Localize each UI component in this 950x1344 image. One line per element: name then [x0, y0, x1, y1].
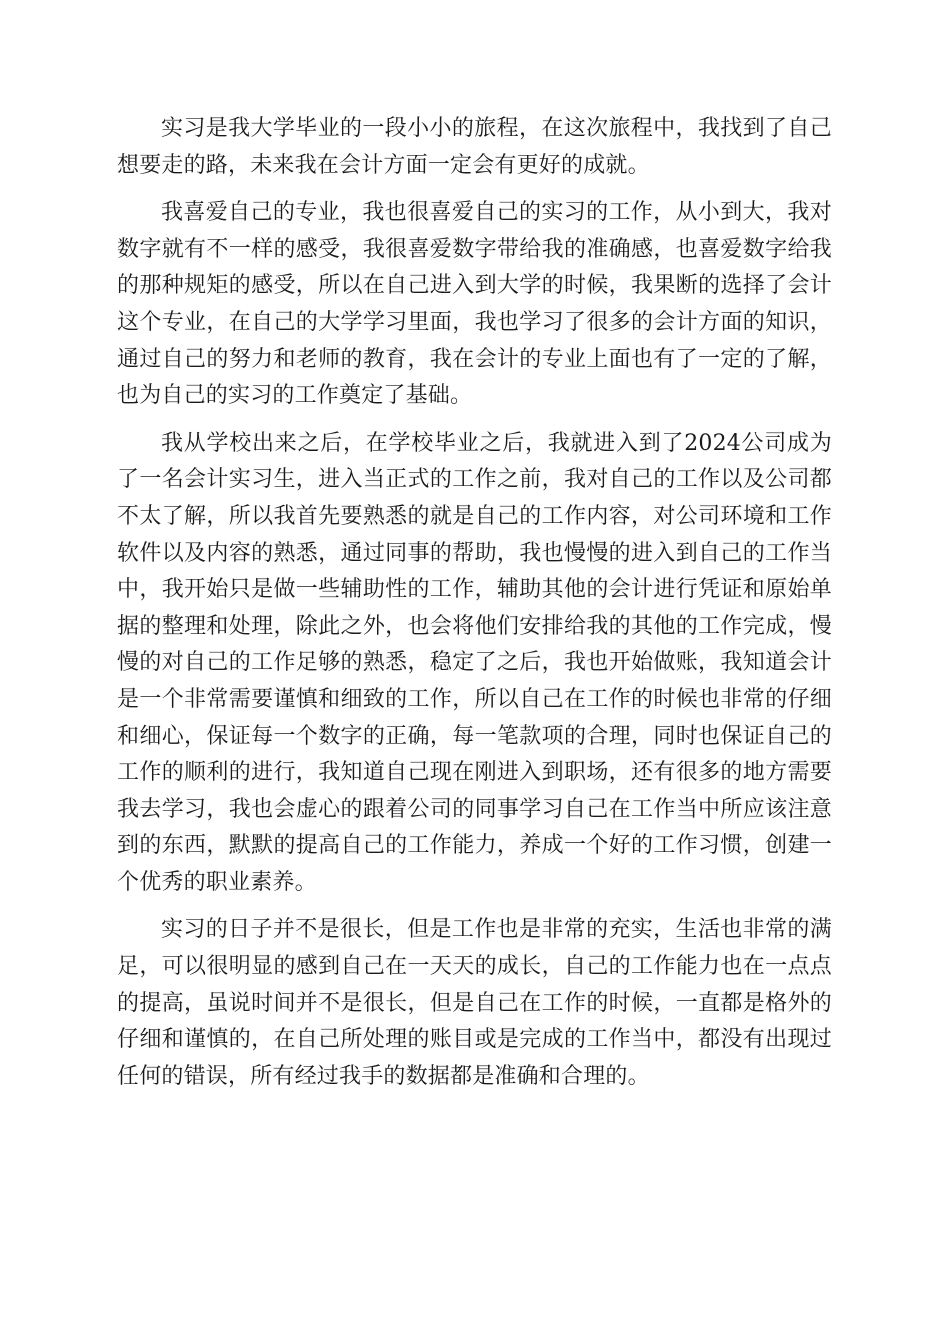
paragraph-3: 我从学校出来之后，在学校毕业之后，我就进入到了2024公司成为了一名会计实习生，进入当正式的工作之前，我对自己的工作以及公司都不太了解，所以我首先要熟悉的就是自己的工作内容，对公司环境和工作软件以及内容的熟悉，通过同事的帮助，我也慢慢的进入到自己的工作当中，我开始只是做一些辅助性的工作，辅助其他的会计进行凭证和原始单据的整理和处理，除此之外，也会将他们安排给我的其他的工作完成，慢慢的对自己的工作足够的熟悉，稳定了之后，我也开始做账，我知道会计是一个非常需要谨慎和细致的工作，所以自己在工作的时候也非常的仔细和细心，保证每一个数字的正确，每一笔款项的合理，同时也保证自己的工作的顺利的进行，我知道自己现在刚进入到职场，还有很多的地方需要我去学习，我也会虚心的跟着公司的同事学习自己在工作当中所应该注意到的东西，默默的提高自己的工作能力，养成一个好的工作习惯，创建一个优秀的职业素养。 — [117, 430, 832, 895]
document-body — [117, 111, 832, 1095]
paragraph-2: 我喜爱自己的专业，我也很喜爱自己的实习的工作，从小到大，我对数字就有不一样的感受，我很喜爱数字带给我的准确感，也喜爱数字给我的那种规矩的感受，所以在自己进入到大学的时候，我果断的选择了会计这个专业，在自己的大学学习里面，我也学习了很多的会计方面的知识，通过自己的努力和老师的教育，我在会计的专业上面也有了一定的了解，也为自己的实习的工作奠定了基础。 — [117, 200, 832, 409]
paragraph-4: 实习的日子并不是很长，但是工作也是非常的充实，生活也非常的满足，可以很明显的感到自己在一天天的成长，自己的工作能力也在一点点的提高，虽说时间并不是很长，但是自己在工作的时候，一直都是格外的仔细和谨慎的，在自己所处理的账目或是完成的工作当中，都没有出现过任何的错误，所有经过我手的数据都是准确和合理的。 — [117, 917, 832, 1089]
paragraph-1: 实习是我大学毕业的一段小小的旅程，在这次旅程中，我找到了自己想要走的路，未来我在会计方面一定会有更好的成就。 — [117, 116, 832, 178]
